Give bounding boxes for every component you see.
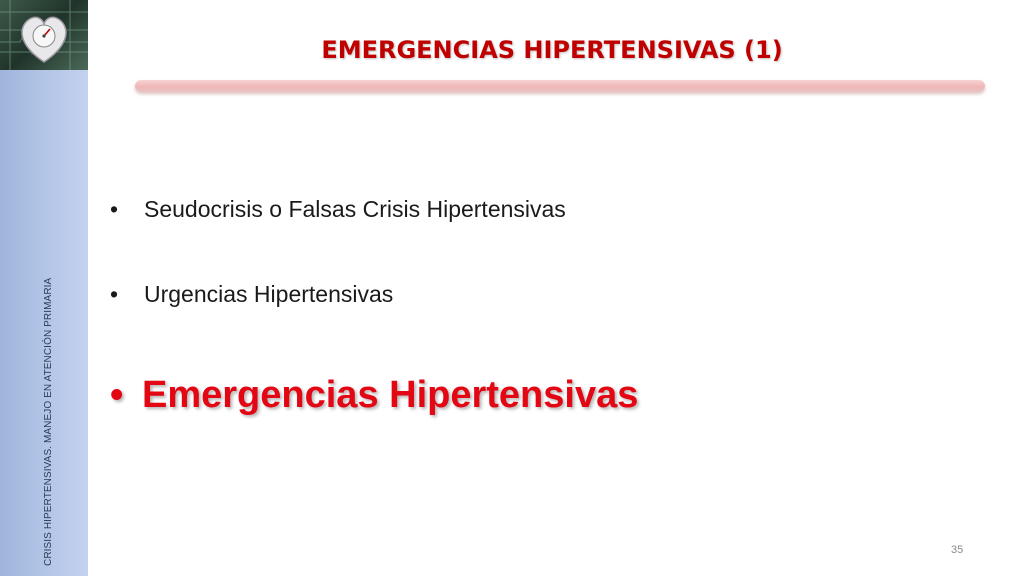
title-underline [135, 80, 985, 92]
bullet-text: Urgencias Hipertensivas [144, 281, 394, 307]
bullet-marker: • [110, 374, 124, 416]
bullet-item-emergencias [110, 374, 638, 417]
page-number: 35 [951, 544, 964, 556]
bullet-text: Emergencias Hipertensivas [142, 374, 639, 416]
heart-gauge-icon [0, 0, 88, 70]
slide-title: EMERGENCIAS HIPERTENSIVAS (1) [321, 36, 783, 64]
bullet-text: Seudocrisis o Falsas Crisis Hipertensivas [144, 196, 566, 222]
bullet-marker: • [110, 281, 119, 307]
bullet-item-urgencias [110, 281, 393, 308]
sidebar [0, 0, 88, 576]
bullet-marker: • [110, 196, 119, 222]
sidebar-caption: CRISIS HIPERTENSIVAS. MANEJO EN ATENCIÓN PRIMARIA [43, 277, 54, 566]
bullet-item-seudocrisis [110, 196, 566, 223]
